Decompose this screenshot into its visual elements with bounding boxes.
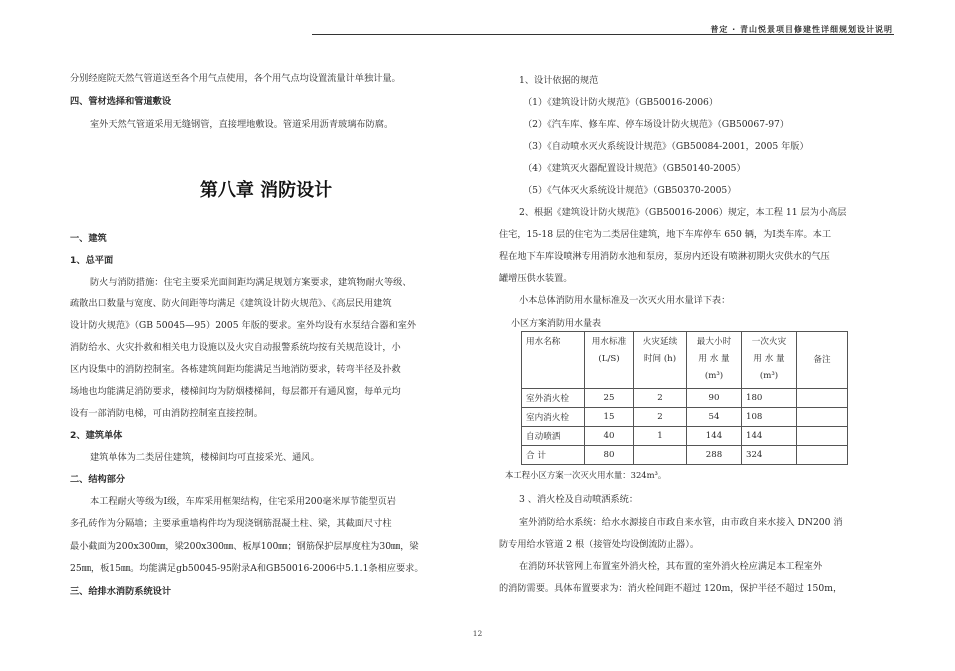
table-row: [522, 389, 848, 408]
table-row-total: [522, 446, 848, 465]
paragraph-line: 25㎜，板15㎜。均能满足gb50045-95附录A和GB50016-2006中5.1.1条相应要求。: [70, 563, 424, 574]
table-header-cell: 用水名称: [522, 332, 585, 389]
water-usage-table: [521, 331, 848, 465]
paragraph-line: 程在地下车库设喷淋专用消防水池和泵房，泵房内还设有喷淋初期火灾供水的气压: [499, 251, 830, 262]
paragraph-line: 防火与消防措施：住宅主要采光面间距均满足规划方案要求，建筑物耐火等级、: [90, 277, 412, 288]
paragraph: 建筑单体为二类居住建筑，楼梯间均可直接采光、通风。: [90, 452, 320, 463]
table-header-cell: 最大小时 用 水 量 (m³): [687, 332, 742, 389]
table-cell: [634, 446, 687, 465]
table-row: [522, 427, 848, 446]
table-cell: [797, 408, 848, 427]
paragraph-line: 室外消防给水系统：给水水源接自市政自来水管，由市政自来水接入 DN200 消: [519, 517, 843, 528]
section-heading-building: 一、建筑: [70, 233, 107, 244]
table-row: [522, 408, 848, 427]
section-heading-pipe: 四、管材选择和管道敷设: [70, 96, 172, 107]
table-header-cell: 火灾延续 时间 (h): [634, 332, 687, 389]
table-cell: 288: [687, 446, 742, 465]
paragraph-line: 多孔砖作为分隔墙；主要承重墙构件均为现浇钢筋混凝土柱、梁，其截面尺寸柱: [70, 518, 392, 529]
table-title: 小区方案消防用水量表: [511, 319, 602, 329]
paragraph-line: 防专用给水管道 2 根（接管处均设倒流防止器）。: [499, 539, 700, 550]
paragraph-line: 罐增压供水装置。: [499, 273, 573, 284]
table-cell: 2: [634, 389, 687, 408]
paragraph: 1、设计依据的规范: [519, 75, 599, 86]
paragraph: 小本总体消防用水量标准及一次灭火用水量详下表：: [519, 295, 731, 306]
table-header-cell: 备注: [797, 332, 848, 389]
table-cell: 40: [585, 427, 634, 446]
paragraph-line: 最小截面为200x300㎜，梁200x300㎜、板厚100㎜；钢筋保护层厚度柱为30㎜，梁: [70, 541, 419, 552]
table-cell: 2: [634, 408, 687, 427]
table-cell: 自动喷洒: [522, 427, 585, 446]
subsection-heading-site-plan: 1、总平面: [70, 255, 114, 266]
table-cell: 1: [634, 427, 687, 446]
table-cell: 144: [742, 427, 797, 446]
table-header-cell: 一次火灾 用 水 量 (m³): [742, 332, 797, 389]
paragraph-line: 的消防需要。具体布置要求为：消火栓间距不超过 120m，保护半径不超过 150m，: [499, 583, 843, 594]
table-cell: [797, 389, 848, 408]
code-item: （2）《汽车库、修车库、停车场设计防火规范》（GB50067-97）: [523, 119, 790, 130]
paragraph-line: 本工程耐火等级为Ⅰ级，车库采用框架结构，住宅采用200毫米厚节能型页岩: [90, 496, 396, 507]
table-cell: 室内消火栓: [522, 408, 585, 427]
code-item: （3）《自动喷水灭火系统设计规范》（GB50084-2001，2005 年版）: [523, 141, 809, 152]
code-item: （5）《气体灭火系统设计规范》（GB50370-2005）: [523, 185, 737, 196]
table-header-cell: 用水标准 (L/S): [585, 332, 634, 389]
table-cell: 324: [742, 446, 797, 465]
table-cell: 180: [742, 389, 797, 408]
subsection-heading-building-unit: 2、建筑单体: [70, 430, 123, 441]
paragraph-line: 设计防火规范》（GB 50045—95）2005 年版的要求。室外均设有水泵结合器和室外: [70, 320, 417, 331]
table-cell: 25: [585, 389, 634, 408]
table-cell: 108: [742, 408, 797, 427]
paragraph: 分别经庭院天然气管道送至各个用气点使用，各个用气点均设置流量计单独计量。: [70, 73, 401, 84]
table-cell: 室外消火栓: [522, 389, 585, 408]
code-item: （1）《建筑设计防火规范》（GB50016-2006）: [523, 97, 719, 108]
paragraph-line: 疏散出口数量与宽度、防火间距等均满足《建筑设计防火规范》、《高层民用建筑: [70, 298, 392, 309]
table-cell: 15: [585, 408, 634, 427]
paragraph-line: 场地也均能满足消防要求，楼梯间均为防烟楼梯间，每层都开有通风窗，每单元均: [70, 386, 401, 397]
paragraph: 室外天然气管道采用无缝钢管，直接埋地敷设。管道采用沥青玻璃布防腐。: [90, 119, 394, 130]
section-heading-water-fire: 三、给排水消防系统设计: [70, 586, 172, 597]
table-cell: 合 计: [522, 446, 585, 465]
running-header: 普定 · 青山悦景项目修建性详细规划设计说明: [710, 25, 893, 34]
section-heading-structure: 二、结构部分: [70, 474, 126, 485]
paragraph-line: 区内设集中的消防控制室。各栋建筑间距均能满足当地消防要求，转弯半径及扑救: [70, 364, 401, 375]
table-cell: [797, 446, 848, 465]
paragraph: 3 、消火栓及自动喷洒系统：: [519, 494, 639, 505]
table-cell: [797, 427, 848, 446]
code-item: （4）《建筑灭火器配置设计规范》（GB50140-2005）: [523, 163, 746, 174]
page-number: 12: [472, 629, 483, 638]
table-cell: 80: [585, 446, 634, 465]
paragraph-line: 2、根据《建筑设计防火规范》（GB50016-2006）规定，本工程 11 层为小高层: [519, 207, 847, 218]
table-header-row: [522, 332, 848, 389]
table-cell: 144: [687, 427, 742, 446]
paragraph-line: 住宅，15-18 层的住宅为二类居住建筑，地下车库停车 650 辆，为Ⅰ类车库。本工: [499, 229, 832, 240]
paragraph-line: 设有一部消防电梯，可由消防控制室直接控制。: [70, 408, 263, 419]
paragraph-line: 在消防环状管网上布置室外消火栓，其布置的室外消火栓应满足本工程室外: [519, 561, 823, 572]
table-note: 本工程小区方案一次灭火用水量：324m³。: [505, 470, 667, 480]
paragraph-line: 消防给水、火灾扑救和相关电力设施以及火灾自动报警系统均按有关规范设计，小: [70, 342, 401, 353]
chapter-title: 第八章 消防设计: [199, 180, 333, 201]
table-cell: 54: [687, 408, 742, 427]
table-cell: 90: [687, 389, 742, 408]
